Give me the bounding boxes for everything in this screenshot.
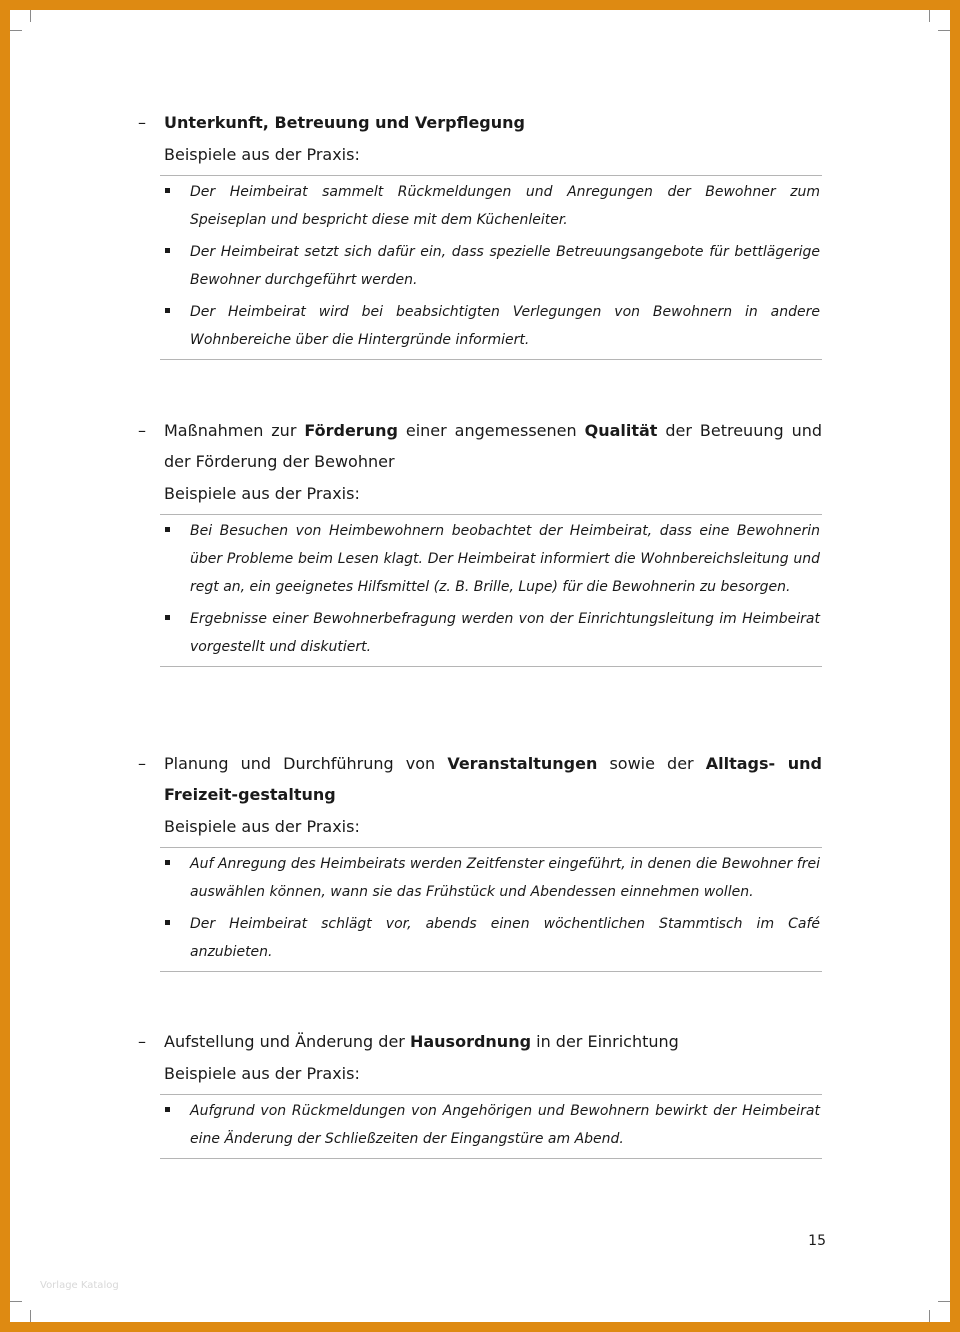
examples-label: Beispiele aus der Praxis:	[164, 145, 360, 164]
crop-mark	[10, 30, 22, 31]
example-item	[160, 850, 822, 906]
crop-mark	[10, 1301, 22, 1302]
bullet-marker	[165, 920, 170, 925]
heading-run: sowie der	[597, 754, 706, 773]
heading-bold-run: Unterkunft, Betreuung und Verpflegung	[164, 113, 525, 132]
heading-run: einer angemessenen	[397, 421, 585, 440]
example-text: Der Heimbeirat schlägt vor, abends einen wöchentlichen Stammtisch im Café anzubieten.	[190, 916, 820, 960]
examples-box	[160, 514, 822, 667]
section-heading	[138, 107, 822, 138]
bullet-marker	[165, 527, 170, 532]
example-item	[160, 910, 822, 966]
section-accommodation	[138, 107, 822, 360]
crop-mark	[938, 30, 950, 31]
crop-mark	[30, 10, 31, 22]
section-heading	[138, 1026, 822, 1057]
example-item	[160, 1097, 822, 1153]
document-page	[10, 10, 950, 1322]
example-item	[160, 298, 822, 354]
example-text: Der Heimbeirat sammelt Rückmeldungen und Anregungen der Bewohner zum Speiseplan und bespricht diese mit dem Küchenleiter.	[190, 184, 820, 228]
crop-mark	[929, 1310, 930, 1322]
bullet-marker	[165, 248, 170, 253]
heading-bold-run: Förderung	[304, 421, 398, 440]
dash-marker: –	[138, 421, 146, 440]
examples-label: Beispiele aus der Praxis:	[164, 817, 360, 836]
example-text: Bei Besuchen von Heimbewohnern beobachtet der Heimbeirat, dass eine Bewohnerin über Probleme beim Lesen klagt. Der Heimbeirat informiert die Wohnbereichsleitung und regt an, ein geeignetes Hilfsmittel (z. B. Brille, Lupe) für die Bewohnerin zu besorgen.	[190, 523, 820, 595]
dash-marker: –	[138, 113, 146, 132]
bullet-marker	[165, 860, 170, 865]
heading-run: Planung und Durchführung von	[164, 754, 448, 773]
heading-run: in der Einrichtung	[531, 1032, 679, 1051]
example-text: Der Heimbeirat wird bei beabsichtigten Verlegungen von Bewohnern in andere Wohnbereiche über die Hintergründe informiert.	[190, 304, 820, 348]
crop-mark	[30, 1310, 31, 1322]
heading-bold-run: Alltags- und Freizeit-gestaltung	[164, 754, 822, 804]
example-text: Der Heimbeirat setzt sich dafür ein, dass spezielle Betreuungsangebote für bettlägerige Bewohner durchgeführt werden.	[190, 244, 820, 288]
heading-run: Aufstellung und Änderung der	[164, 1032, 410, 1051]
crop-mark	[938, 1301, 950, 1302]
example-item	[160, 238, 822, 294]
dash-marker: –	[138, 754, 146, 773]
heading-bold-run: Veranstaltungen	[447, 754, 598, 773]
heading-bold-run: Hausordnung	[409, 1032, 532, 1051]
section-house-rules	[138, 1026, 822, 1159]
examples-box	[160, 1094, 822, 1159]
examples-box	[160, 175, 822, 360]
section-events	[138, 748, 822, 972]
examples-label: Beispiele aus der Praxis:	[164, 1064, 360, 1083]
example-item	[160, 517, 822, 601]
section-heading	[138, 748, 822, 810]
bullet-marker	[165, 615, 170, 620]
section-heading	[138, 415, 822, 477]
heading-bold-run: Qualität	[584, 421, 658, 440]
section-quality	[138, 415, 822, 667]
watermark-text: Vorlage Katalog	[40, 1280, 119, 1291]
bullet-marker	[165, 308, 170, 313]
bullet-marker	[165, 1107, 170, 1112]
example-text: Aufgrund von Rückmeldungen von Angehörigen und Bewohnern bewirkt der Heimbeirat eine Änderung der Schließzeiten der Eingangstüre am Abend.	[190, 1103, 820, 1147]
example-text: Ergebnisse einer Bewohnerbefragung werden von der Einrichtungsleitung im Heimbeirat vorgestellt und diskutiert.	[190, 611, 820, 655]
crop-mark	[929, 10, 930, 22]
page-number: 15	[808, 1233, 826, 1249]
heading-run: der Betreuung und der Förderung der Bewohner	[164, 421, 823, 471]
example-item	[160, 605, 822, 661]
dash-marker: –	[138, 1032, 146, 1051]
examples-box	[160, 847, 822, 972]
example-text: Auf Anregung des Heimbeirats werden Zeitfenster eingeführt, in denen die Bewohner frei auswählen können, wann sie das Frühstück und Abendessen einnehmen wollen.	[190, 856, 820, 900]
examples-label: Beispiele aus der Praxis:	[164, 484, 360, 503]
bullet-marker	[165, 188, 170, 193]
example-item	[160, 178, 822, 234]
heading-run: Maßnahmen zur	[164, 421, 305, 440]
